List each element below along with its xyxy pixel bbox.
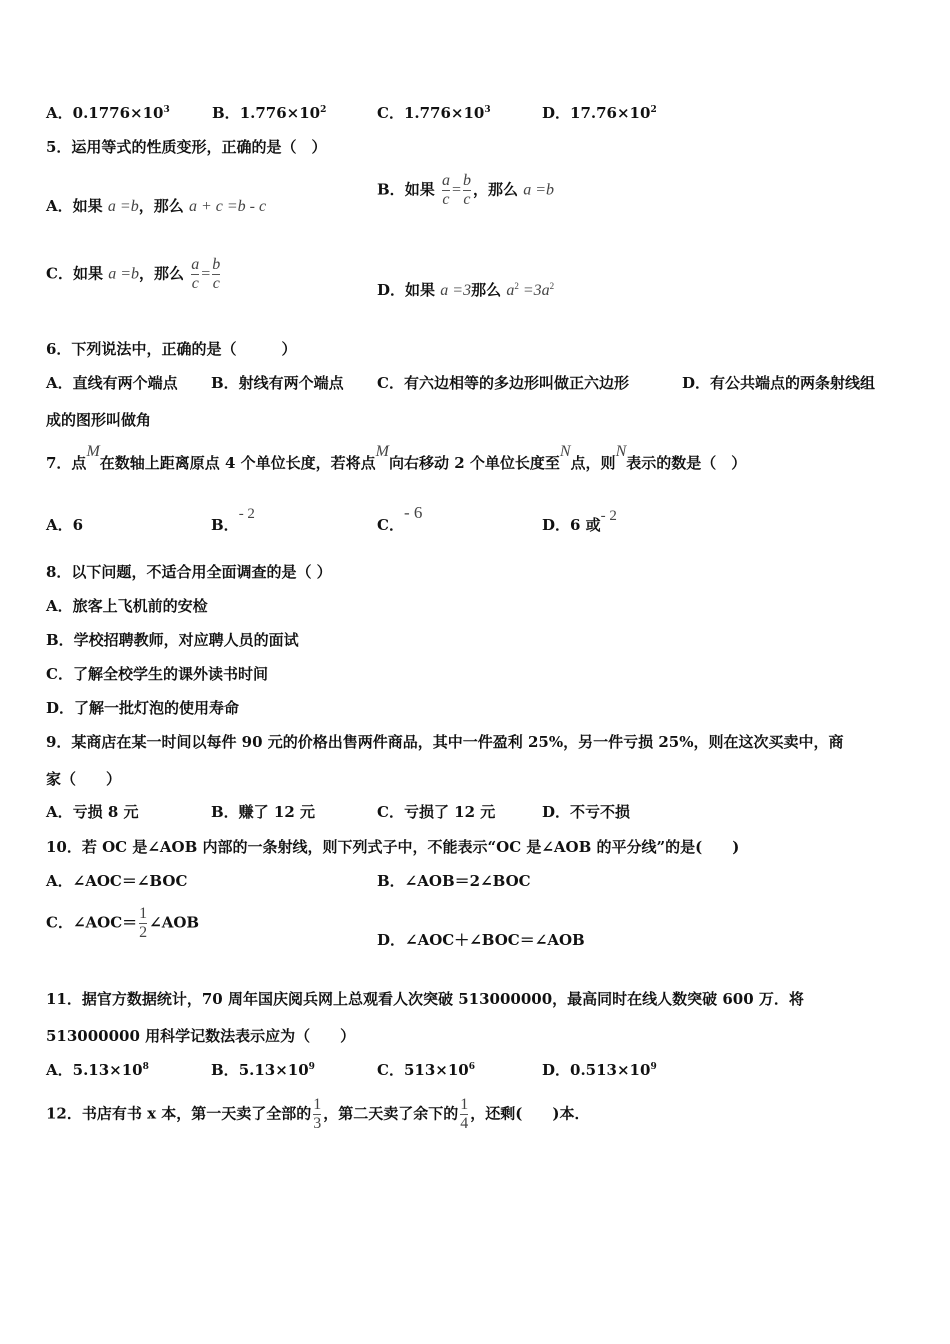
q11-option-b-text: 5.13×10 xyxy=(238,1061,309,1079)
q10-option-c-label: C．∠AOC＝ xyxy=(46,913,138,932)
q7-option-c-label: C． xyxy=(377,516,404,534)
q5-option-d-math2a: a xyxy=(506,282,515,299)
q8-stem: 8．以下问题，不适合用全面调查的是（ ） xyxy=(46,563,332,581)
q12-text1: 12．书店有书 x 本，第一天卖了全部的 xyxy=(46,1104,312,1123)
q11-option-c-text: 513×10 xyxy=(403,1061,469,1079)
q7-stem xyxy=(46,443,747,481)
q5-option-a-text2: ，那么 xyxy=(138,197,184,215)
q5-option-c-math1: a =b xyxy=(108,265,139,283)
q7-option-b-label: B． xyxy=(211,516,239,534)
q12-fraction1 xyxy=(313,1096,321,1133)
q9-option-d: D．不亏不损 xyxy=(542,803,631,821)
q5-option-b-text1: 如果 xyxy=(404,180,435,199)
q7-option-d xyxy=(542,508,617,535)
q5-option-c-label: C． xyxy=(46,264,73,283)
q5-option-c-text2: ，那么 xyxy=(139,264,185,283)
q5-option-d-exp2b: 2 xyxy=(549,281,555,291)
q5-option-c xyxy=(46,256,222,293)
q7-text4: 点，则 xyxy=(570,454,616,472)
q12-f2-den: 4 xyxy=(460,1115,469,1132)
q5-option-b-text2: ，那么 xyxy=(472,180,518,199)
q10-option-c-num: 1 xyxy=(139,905,148,922)
q6-stem: 6．下列说法中，正确的是（ ） xyxy=(46,340,297,358)
q5-option-b-eq: = xyxy=(451,181,461,199)
q7-math-m1: M xyxy=(86,443,100,460)
q4-option-d-exp: 2 xyxy=(650,105,657,115)
q4-option-a-label: A． xyxy=(46,104,73,122)
q5-option-a-label: A． xyxy=(46,197,73,215)
q11-option-c xyxy=(377,1059,475,1080)
q4-option-a-text: 0.1776×10 xyxy=(72,104,164,122)
q7-text2: 在数轴上距离原点 4 个单位长度，若将点 xyxy=(99,454,376,472)
q4-option-c-text: 1.776×10 xyxy=(403,104,485,122)
q8-option-b: B．学校招聘教师，对应聘人员的面试 xyxy=(46,631,299,649)
q5-option-c-fraction1 xyxy=(191,256,199,293)
q12-stem xyxy=(46,1096,589,1133)
q10-option-b: B．∠AOB＝2∠BOC xyxy=(377,872,531,890)
q6-option-c: C．有六边相等的多边形叫做正六边形 xyxy=(377,374,629,392)
q9-stem: 9．某商店在某一时间以每件 90 元的价格出售两件商品，其中一件盈利 25%，另一件亏损 25%，则在这次买卖中，商 xyxy=(46,733,844,751)
q6-option-d-continued: 成的图形叫做角 xyxy=(46,411,152,429)
q5-option-c-text1: 如果 xyxy=(72,264,103,283)
q11-option-d-text: 0.513×10 xyxy=(570,1061,651,1079)
q5-option-c-f2-num: b xyxy=(212,256,221,273)
q12-text2: ，第二天卖了余下的 xyxy=(323,1104,459,1123)
q11-option-b-label: B． xyxy=(211,1061,239,1079)
q10-option-c-fraction xyxy=(139,905,147,942)
q5-option-b-f1-num: a xyxy=(441,172,450,189)
q11-option-a-label: A． xyxy=(46,1061,73,1079)
q4-option-b-exp: 2 xyxy=(320,105,327,115)
q12-f1-den: 3 xyxy=(313,1115,322,1132)
q11-option-d-exp: 9 xyxy=(650,1062,657,1072)
q5-option-d-math1: a =3 xyxy=(440,282,472,299)
q4-option-c-label: C． xyxy=(377,104,404,122)
q5-option-a xyxy=(46,195,266,216)
q6-option-b: B．射线有两个端点 xyxy=(211,374,344,392)
q7-option-b-value: - 2 xyxy=(238,506,255,522)
q7-math-n1: N xyxy=(559,443,571,460)
q5-option-a-text1: 如果 xyxy=(72,197,103,215)
q7-math-m2: M xyxy=(375,443,389,460)
q5-option-d-text2: 那么 xyxy=(471,281,502,299)
q10-option-c-tail: ∠AOB xyxy=(149,913,200,932)
q5-option-d-text1: 如果 xyxy=(405,281,436,299)
q5-option-b-fraction2 xyxy=(463,172,471,209)
q5-option-a-math2: a + c =b - c xyxy=(188,198,267,215)
q11-option-a-text: 5.13×10 xyxy=(72,1061,143,1079)
q10-option-c-den: 2 xyxy=(139,924,148,941)
q5-option-b-fraction1 xyxy=(442,172,450,209)
q6-option-d: D．有公共端点的两条射线组 xyxy=(682,374,876,392)
q9-option-c: C．亏损了 12 元 xyxy=(377,803,496,821)
q9-stem-continued: 家（ ） xyxy=(46,770,122,788)
q11-option-d-label: D． xyxy=(542,1061,571,1079)
q7-option-b xyxy=(211,506,255,535)
q10-option-c xyxy=(46,905,199,942)
q4-option-d xyxy=(542,102,657,123)
q12-fraction2 xyxy=(460,1096,468,1133)
q7-math-n2: N xyxy=(615,443,627,460)
q8-option-c: C．了解全校学生的课外读书时间 xyxy=(46,665,268,683)
q5-option-b-label: B． xyxy=(377,180,405,199)
q4-option-b-label: B． xyxy=(212,104,240,122)
q4-option-d-label: D． xyxy=(542,104,571,122)
q5-option-d-exp2a: 2 xyxy=(514,281,519,291)
q11-option-a xyxy=(46,1059,149,1080)
q4-option-b xyxy=(212,102,326,123)
q11-option-b xyxy=(211,1059,315,1080)
q10-option-a: A．∠AOC＝∠BOC xyxy=(46,872,188,890)
q5-option-b-f1-den: c xyxy=(442,191,450,208)
q5-option-b xyxy=(377,172,554,209)
q7-text5: 表示的数是（ ） xyxy=(626,454,747,472)
q5-option-d-label: D． xyxy=(377,281,406,299)
q4-option-c-exp: 3 xyxy=(484,105,491,115)
q4-option-a-exp: 3 xyxy=(163,105,170,115)
q5-option-c-eq: = xyxy=(201,265,211,283)
q11-option-d xyxy=(542,1059,657,1080)
q11-option-a-exp: 8 xyxy=(142,1062,149,1072)
q7-option-d-value: - 2 xyxy=(600,508,617,524)
q7-text3: 向右移动 2 个单位长度至 xyxy=(388,454,560,472)
q7-option-a: A．6 xyxy=(46,516,84,534)
q11-stem: 11．据官方数据统计，70 周年国庆阅兵网上总观看人次突破 513000000，最高同时在线人数突破 600 万．将 xyxy=(46,990,804,1008)
q5-option-a-math1: a =b xyxy=(107,198,139,215)
q12-f2-num: 1 xyxy=(460,1096,469,1113)
q5-stem: 5．运用等式的性质变形，正确的是（ ） xyxy=(46,138,327,156)
q8-option-a: A．旅客上飞机前的安检 xyxy=(46,597,208,615)
q5-option-c-f2-den: c xyxy=(212,275,220,292)
q5-option-c-fraction2 xyxy=(212,256,220,293)
q7-option-c-value: - 6 xyxy=(403,503,423,522)
q4-option-c xyxy=(377,102,491,123)
q10-stem: 10．若 OC 是∠AOB 内部的一条射线，则下列式子中，不能表示“OC 是∠AOB 的平分线”的是( ) xyxy=(46,838,740,856)
q9-option-a: A．亏损 8 元 xyxy=(46,803,139,821)
q12-text3: ，还剩( )本． xyxy=(470,1104,590,1123)
q4-option-a xyxy=(46,102,170,123)
q5-option-b-f2-den: c xyxy=(463,191,471,208)
q9-option-b: B．赚了 12 元 xyxy=(211,803,315,821)
q7-option-d-label: D．6 或 xyxy=(542,516,601,534)
q8-option-d: D．了解一批灯泡的使用寿命 xyxy=(46,699,240,717)
q11-stem-continued: 513000000 用科学记数法表示应为（ ） xyxy=(46,1027,356,1045)
q5-option-d-math2b: =3a xyxy=(518,282,550,299)
q5-option-c-f1-den: c xyxy=(191,275,199,292)
q7-option-c xyxy=(377,503,423,535)
q12-f1-num: 1 xyxy=(313,1096,322,1113)
q5-option-c-f1-num: a xyxy=(191,256,200,273)
q5-option-d xyxy=(377,279,554,300)
q4-option-b-text: 1.776×10 xyxy=(239,104,321,122)
q5-option-b-f2-num: b xyxy=(462,172,471,189)
q10-option-d: D．∠AOC＋∠BOC＝∠AOB xyxy=(377,931,585,949)
q11-option-b-exp: 9 xyxy=(308,1062,315,1072)
q5-option-b-math2: a =b xyxy=(523,181,555,199)
q11-option-c-exp: 6 xyxy=(468,1062,475,1072)
q4-option-d-text: 17.76×10 xyxy=(570,104,651,122)
q11-option-c-label: C． xyxy=(377,1061,404,1079)
q7-text1: 7．点 xyxy=(46,454,87,472)
q6-option-a: A．直线有两个端点 xyxy=(46,374,178,392)
